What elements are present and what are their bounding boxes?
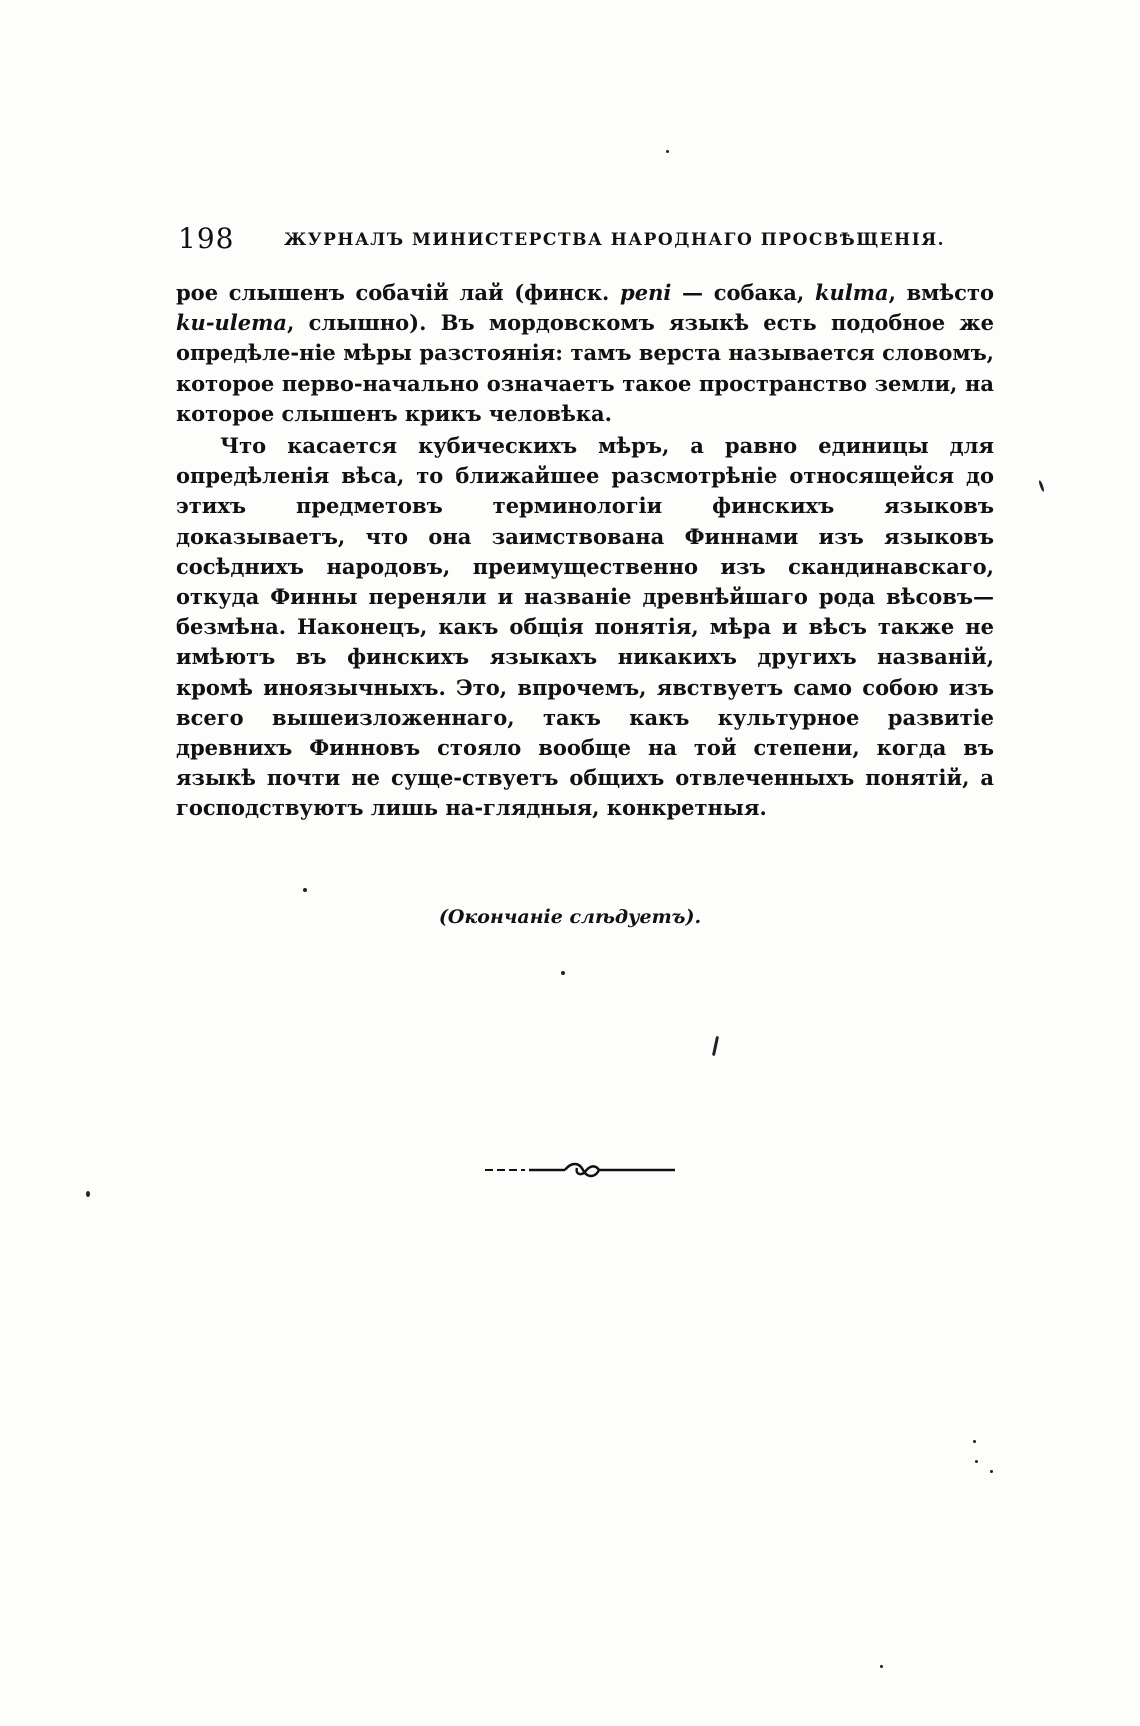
ornament-flourish — [565, 1164, 599, 1176]
paragraph-measures: Что касается кубическихъ мѣръ, а равно единицы для опредѣленія вѣса, то ближайшее разсмотрѣніе относящейся до этихъ предметовъ терминологіи финскихъ языковъ доказываетъ, что она заимствована Финнами изъ языковъ сосѣднихъ народовъ, преимущественно изъ скандинавскаго, откуда Финны переняли и названіе древнѣйшаго рода вѣсовъ—безмѣна. Наконецъ, какъ общія понятія, мѣра и вѣсъ также не имѣютъ въ финскихъ языкахъ никакихъ другихъ названій, кромѣ иноязычныхъ. Это, впрочемъ, явствуетъ само собою изъ всего вышеизложеннаго, такъ какъ культурное развитіе древнихъ Финновъ стояло вообще на той степени, когда въ языкѣ почти не суще-ствуетъ общихъ отвлеченныхъ понятій, а господствуютъ лишь на-глядныя, конкретныя. — [176, 433, 994, 821]
text-segment: — собака, — [671, 280, 815, 305]
paragraph-continuation — [176, 278, 994, 429]
text-segment: рое слышенъ собачій лай (финск. — [176, 280, 621, 305]
text-segment: , вмѣсто — [888, 280, 994, 305]
italic-term: ku-ulema — [176, 310, 287, 336]
scan-speck — [990, 1470, 993, 1473]
scan-speck — [975, 1460, 978, 1463]
page-number: 198 — [178, 222, 235, 255]
ornament-divider — [485, 1160, 675, 1180]
running-title: ЖУРНАЛЪ МИНИСТЕРСТВА НАРОДНАГО ПРОСВѢЩЕНІЯ. — [284, 230, 946, 250]
scan-speck — [561, 971, 565, 975]
scan-speck — [666, 150, 669, 153]
continued-note: (Окончаніе слѣдуетъ). — [438, 906, 702, 928]
scan-speck — [973, 1440, 976, 1443]
text-segment: , слышно). Въ мордовскомъ языкѣ есть подобное же опредѣле-ніе мѣры разстоянія: тамъ верста называется словомъ, которое перво-начально означаетъ такое пространство земли, на которое слышенъ крикъ человѣка. — [176, 310, 994, 426]
scan-speck — [303, 888, 307, 892]
italic-term: peni — [620, 280, 672, 305]
italic-term: kulma — [814, 280, 889, 305]
scan-speck — [712, 1036, 719, 1056]
page-header — [178, 222, 988, 258]
scan-speck — [880, 1665, 883, 1668]
scan-speck — [1038, 480, 1045, 492]
body-text — [176, 278, 994, 824]
scan-speck — [86, 1191, 90, 1197]
